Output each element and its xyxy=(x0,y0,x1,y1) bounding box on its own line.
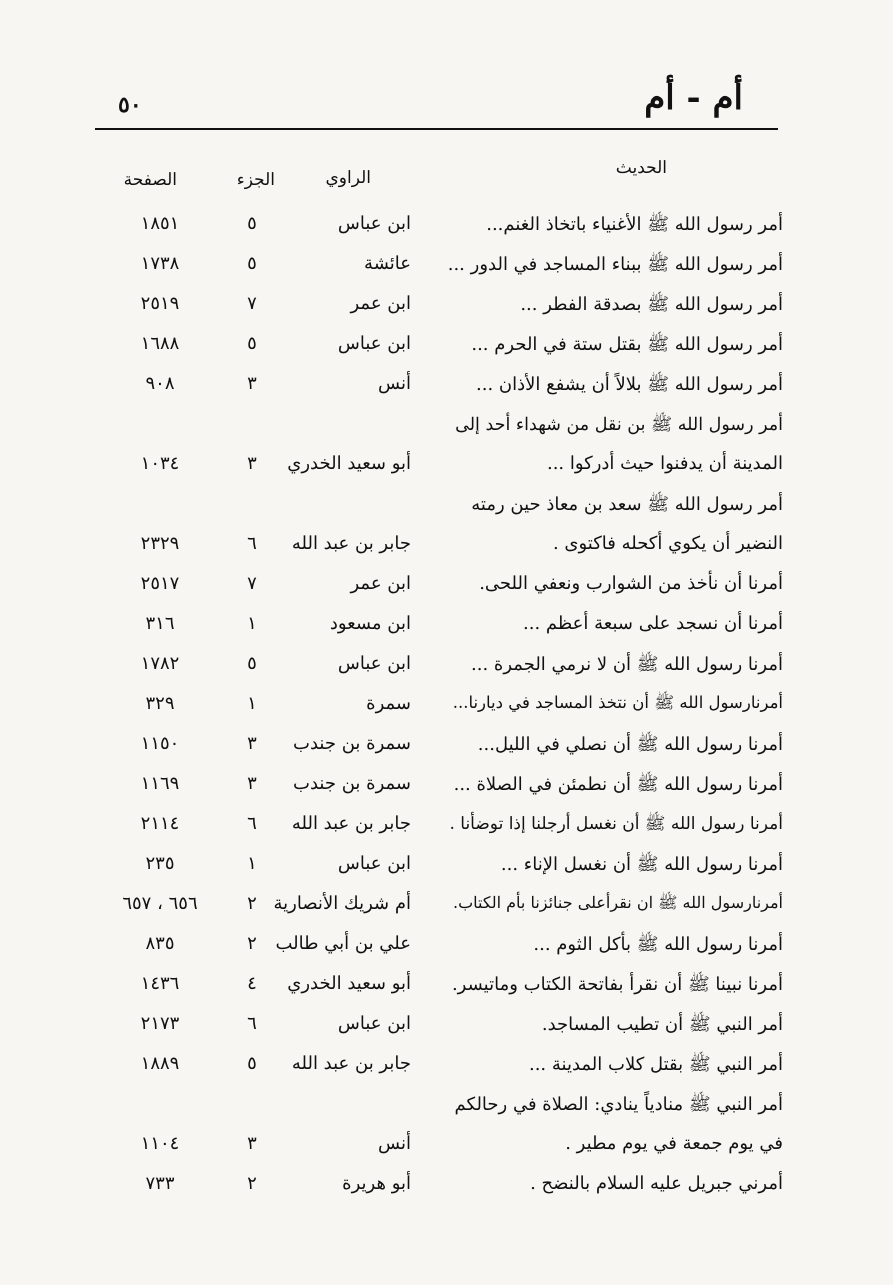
table-row xyxy=(0,1127,893,1167)
volume-number: ٦ xyxy=(247,1013,257,1034)
hadith-text: أمر رسول الله ﷺ بصدقة الفطر ... xyxy=(520,294,783,315)
narrator-name: ابن عمر xyxy=(350,293,411,314)
hadith-text: أمرنارسول الله ﷺ أن نتخذ المساجد في ديارنا... xyxy=(452,693,783,712)
table-row xyxy=(0,967,893,1007)
page-reference: ٢٣٢٩ xyxy=(140,533,180,554)
volume-number: ٥ xyxy=(247,213,257,234)
page-reference: ٢١١٤ xyxy=(140,813,180,834)
page-reference: ١٦٨٨ xyxy=(140,333,180,354)
table-row xyxy=(0,647,893,687)
hadith-text: أمر رسول الله ﷺ سعد بن معاذ حين رمته xyxy=(471,494,783,515)
narrator-name: ابن عباس xyxy=(337,853,411,874)
hadith-text: أمر رسول الله ﷺ بلالاً أن يشفع الأذان ... xyxy=(476,374,783,395)
narrator-name: ابن عمر xyxy=(350,573,411,594)
table-row xyxy=(0,487,893,527)
table-row xyxy=(0,727,893,767)
hadith-text: النضير أن يكوي أكحله فاكتوى . xyxy=(552,533,783,554)
volume-number: ٧ xyxy=(247,573,257,594)
hadith-text: أمرنا رسول الله ﷺ أن نغسل الإناء ... xyxy=(500,854,783,875)
page-number: ٥٠ xyxy=(118,92,142,118)
page-reference: ٦٥٦ ، ٦٥٧ xyxy=(122,893,198,914)
page-reference: ٢١٧٣ xyxy=(140,1013,180,1034)
hadith-text: أمرنا أن نسجد على سبعة أعظم ... xyxy=(523,613,783,634)
narrator-name: عائشة xyxy=(364,253,411,274)
header-rule xyxy=(95,128,778,130)
page-reference: ٢٣٥ xyxy=(145,853,175,874)
table-row xyxy=(0,607,893,647)
volume-number: ٥ xyxy=(247,333,257,354)
page-reference: ١٨٥١ xyxy=(140,213,180,234)
hadith-text: أمرنا رسول الله ﷺ أن نصلي في الليل... xyxy=(477,734,783,755)
hadith-text: أمر رسول الله ﷺ ببناء المساجد في الدور ... xyxy=(447,254,783,275)
narrator-name: أنس xyxy=(378,1133,411,1154)
volume-number: ٣ xyxy=(247,733,257,754)
page-reference: ١٧٨٢ xyxy=(140,653,180,674)
volume-number: ١ xyxy=(247,693,257,714)
table-row xyxy=(0,807,893,847)
page-reference: ٩٠٨ xyxy=(145,373,175,394)
volume-number: ٣ xyxy=(247,373,257,394)
hadith-text: المدينة أن يدفنوا حيث أدركوا ... xyxy=(546,453,783,474)
page-reference: ١٧٣٨ xyxy=(140,253,180,274)
page-reference: ١١٦٩ xyxy=(140,773,180,794)
table-row xyxy=(0,247,893,287)
column-header-narrator: الراوي xyxy=(325,168,371,188)
volume-number: ٥ xyxy=(247,1053,257,1074)
hadith-text: أمر النبي ﷺ بقتل كلاب المدينة ... xyxy=(528,1054,783,1075)
page-reference: ١٠٣٤ xyxy=(140,453,180,474)
table-row xyxy=(0,567,893,607)
narrator-name: ابن مسعود xyxy=(329,613,411,634)
table-row xyxy=(0,767,893,807)
narrator-name: جابر بن عبد الله xyxy=(291,533,411,554)
column-header-hadith: الحديث xyxy=(615,158,667,178)
hadith-text: أمرنا رسول الله ﷺ أن نطمئن في الصلاة ... xyxy=(453,774,783,795)
hadith-text: أمرنا أن نأخذ من الشوارب ونعفي اللحى. xyxy=(479,573,783,594)
hadith-text: أمر رسول الله ﷺ الأغنياء باتخاذ الغنم... xyxy=(486,214,783,235)
table-row xyxy=(0,367,893,407)
hadith-text: أمر رسول الله ﷺ بقتل ستة في الحرم ... xyxy=(471,334,783,355)
table-row xyxy=(0,287,893,327)
narrator-name: ابن عباس xyxy=(337,653,411,674)
page-reference: ٧٣٣ xyxy=(145,1173,175,1194)
narrator-name: ابن عباس xyxy=(337,333,411,354)
table-row xyxy=(0,1167,893,1207)
narrator-name: سمرة بن جندب xyxy=(293,773,411,794)
volume-number: ٣ xyxy=(247,773,257,794)
volume-number: ٦ xyxy=(247,533,257,554)
volume-number: ١ xyxy=(247,853,257,874)
volume-number: ٦ xyxy=(247,813,257,834)
page-reference: ١١٥٠ xyxy=(140,733,180,754)
narrator-name: أبو هريرة xyxy=(342,1173,411,1194)
page-reference: ١٨٨٩ xyxy=(140,1053,180,1074)
hadith-text: في يوم جمعة في يوم مطير . xyxy=(565,1133,783,1154)
column-header-volume: الجزء xyxy=(236,170,275,190)
narrator-name: أم شريك الأنصارية xyxy=(273,893,411,914)
narrator-name: سمرة بن جندب xyxy=(293,733,411,754)
page-reference: ١١٠٤ xyxy=(140,1133,180,1154)
volume-number: ٣ xyxy=(247,453,257,474)
page-reference: ٨٣٥ xyxy=(145,933,175,954)
page-reference: ٣٢٩ xyxy=(145,693,175,714)
hadith-text: أمر النبي ﷺ منادياً ينادي: الصلاة في رحالكم xyxy=(454,1094,783,1115)
table-row xyxy=(0,927,893,967)
page-reference: ٣١٦ xyxy=(145,613,175,634)
page-reference: ٢٥١٧ xyxy=(140,573,180,594)
narrator-name: جابر بن عبد الله xyxy=(291,1053,411,1074)
hadith-text: أمر النبي ﷺ أن تطيب المساجد. xyxy=(541,1014,783,1035)
table-row xyxy=(0,1047,893,1087)
table-row xyxy=(0,1007,893,1047)
narrator-name: جابر بن عبد الله xyxy=(291,813,411,834)
section-title: أم - أم xyxy=(644,78,743,118)
hadith-text: أمرني جبريل عليه السلام بالنضح . xyxy=(530,1173,783,1194)
narrator-name: أبو سعيد الخدري xyxy=(287,973,411,994)
table-row xyxy=(0,687,893,727)
table-row xyxy=(0,1087,893,1127)
narrator-name: سمرة xyxy=(366,693,411,714)
volume-number: ٧ xyxy=(247,293,257,314)
hadith-index-table xyxy=(0,207,893,1207)
narrator-name: علي بن أبي طالب xyxy=(275,933,411,954)
volume-number: ٤ xyxy=(247,973,257,994)
volume-number: ١ xyxy=(247,613,257,634)
hadith-text: أمرنا نبينا ﷺ أن نقرأ بفاتحة الكتاب وماتيسر. xyxy=(451,974,783,995)
narrator-name: ابن عباس xyxy=(337,213,411,234)
volume-number: ٥ xyxy=(247,653,257,674)
hadith-text: أمرنا رسول الله ﷺ بأكل الثوم ... xyxy=(533,934,783,955)
narrator-name: أبو سعيد الخدري xyxy=(287,453,411,474)
table-row xyxy=(0,407,893,447)
volume-number: ٢ xyxy=(247,893,257,914)
table-row xyxy=(0,847,893,887)
volume-number: ٥ xyxy=(247,253,257,274)
table-row xyxy=(0,887,893,927)
column-header-page: الصفحة xyxy=(123,170,177,190)
narrator-name: أنس xyxy=(378,373,411,394)
narrator-name: ابن عباس xyxy=(337,1013,411,1034)
table-row xyxy=(0,207,893,247)
volume-number: ٢ xyxy=(247,933,257,954)
table-row xyxy=(0,447,893,487)
hadith-text: أمر رسول الله ﷺ بن نقل من شهداء أحد إلى xyxy=(455,415,783,435)
volume-number: ٣ xyxy=(247,1133,257,1154)
volume-number: ٢ xyxy=(247,1173,257,1194)
page-reference: ١٤٣٦ xyxy=(140,973,180,994)
table-row xyxy=(0,327,893,367)
page-reference: ٢٥١٩ xyxy=(140,293,180,314)
hadith-text: أمرنارسول الله ﷺ ان نقرأعلى جنائزنا بأم الكتاب. xyxy=(453,893,783,912)
hadith-text: أمرنا رسول الله ﷺ أن نغسل أرجلنا إذا توضأنا . xyxy=(449,814,783,834)
hadith-text: أمرنا رسول الله ﷺ أن لا نرمي الجمرة ... xyxy=(471,654,783,675)
table-row xyxy=(0,527,893,567)
